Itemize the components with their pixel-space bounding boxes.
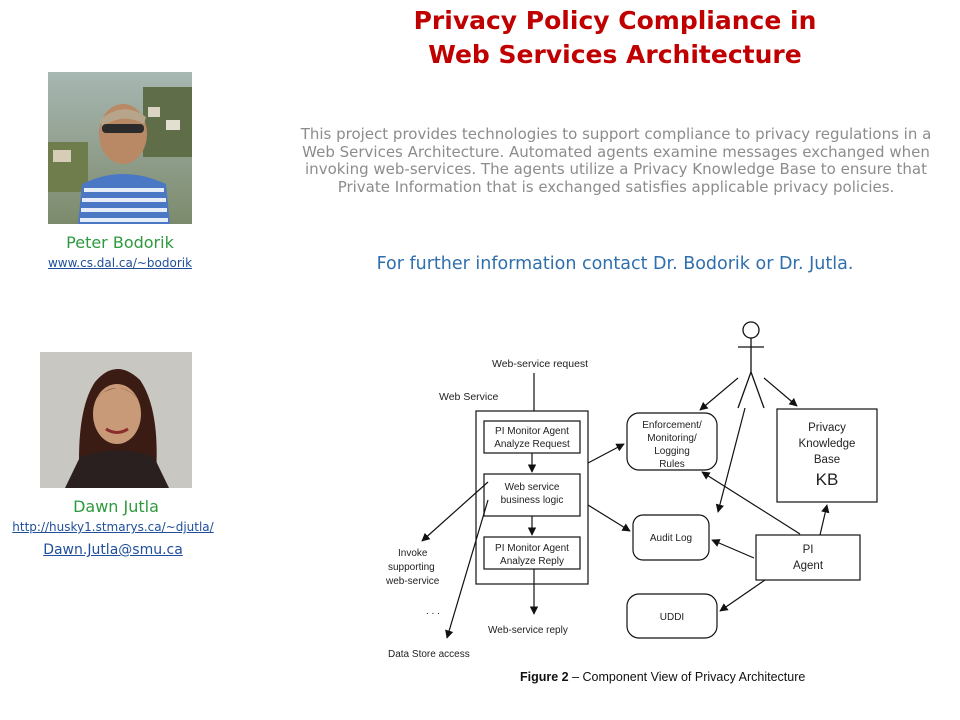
link-dawn-homepage[interactable]: http://husky1.stmarys.ca/~djutla/ — [12, 520, 214, 534]
person-name-dawn: Dawn Jutla — [73, 497, 159, 516]
label-invoke-2: supporting — [388, 562, 435, 573]
label-logic-1: Web service — [504, 482, 560, 493]
contact-line: For further information contact Dr. Bodorik or Dr. Jutla. — [376, 254, 854, 274]
label-web-service-request: Web-service request — [492, 358, 589, 370]
label-kb-1: Privacy — [808, 422, 846, 434]
photo-dawn-jutla — [40, 352, 192, 488]
label-kb-3: Base — [813, 454, 841, 466]
arrow-pi-to-uddi — [720, 580, 765, 611]
figure-caption-label: Figure 2 — [520, 670, 569, 684]
arrow-service-to-audit — [588, 505, 630, 531]
arrow-user-to-enforcement — [700, 378, 738, 410]
label-invoke-1: Invoke — [398, 548, 428, 559]
label-audit-log: Audit Log — [649, 533, 693, 544]
label-pi-reply-1: PI Monitor Agent — [495, 543, 569, 554]
arrow-pi-to-kb — [820, 505, 827, 535]
link-peter-homepage[interactable]: www.cs.dal.ca/~bodorik — [47, 256, 193, 270]
user-actor-icon — [738, 322, 764, 408]
arrow-pi-to-audit — [712, 540, 754, 558]
label-kb-4: KB — [815, 470, 839, 489]
arrow-service-to-enforcement — [588, 444, 624, 463]
person-name-peter: Peter Bodorik — [66, 233, 174, 252]
label-web-service: Web Service — [439, 391, 499, 403]
label-pi-request-2: Analyze Request — [494, 439, 570, 450]
label-pi-request-1: PI Monitor Agent — [495, 426, 569, 437]
page-title — [300, 4, 930, 72]
label-dots: . . . — [426, 606, 440, 617]
label-datastore: Data Store access — [388, 649, 470, 660]
arrow-user-to-kb — [764, 378, 797, 406]
photo-peter-bodorik — [48, 72, 192, 224]
portrait-dawn-image — [40, 352, 192, 488]
label-web-service-reply: Web-service reply — [488, 625, 568, 636]
label-invoke-3: web-service — [386, 576, 440, 587]
label-enf-2: Monitoring/ — [647, 433, 697, 444]
label-pi-agent-1: PI — [802, 544, 814, 556]
label-enf-3: Logging — [654, 446, 690, 457]
label-uddi: UDDI — [659, 612, 685, 623]
pi-agent-box — [756, 535, 860, 580]
title-line-2: Web Services Architecture — [428, 40, 802, 69]
label-logic-2: business logic — [500, 495, 564, 506]
label-kb-2: Knowledge — [798, 438, 856, 450]
link-dawn-email[interactable]: Dawn.Jutla@smu.ca — [43, 542, 183, 558]
label-enf-1: Enforcement/ — [642, 420, 702, 431]
label-enf-4: Rules — [659, 459, 685, 470]
label-pi-reply-2: Analyze Reply — [500, 556, 564, 567]
privacy-architecture-diagram — [380, 310, 900, 662]
label-pi-agent-2: Agent — [792, 560, 824, 572]
project-description: This project provides technologies to support compliance to privacy regulations in a Web Services Architecture. Automated agents examine messages exchanged when invoking web-services. The agents utilize a Privacy Knowledge Base to ensure that Private Information that is exchanged satisfies applicable privacy policies. — [300, 125, 932, 196]
portrait-peter-image — [48, 72, 192, 224]
figure-caption — [520, 670, 840, 684]
figure-caption-text: – Component View of Privacy Architecture — [568, 670, 806, 684]
title-line-1: Privacy Policy Compliance in — [413, 6, 817, 35]
